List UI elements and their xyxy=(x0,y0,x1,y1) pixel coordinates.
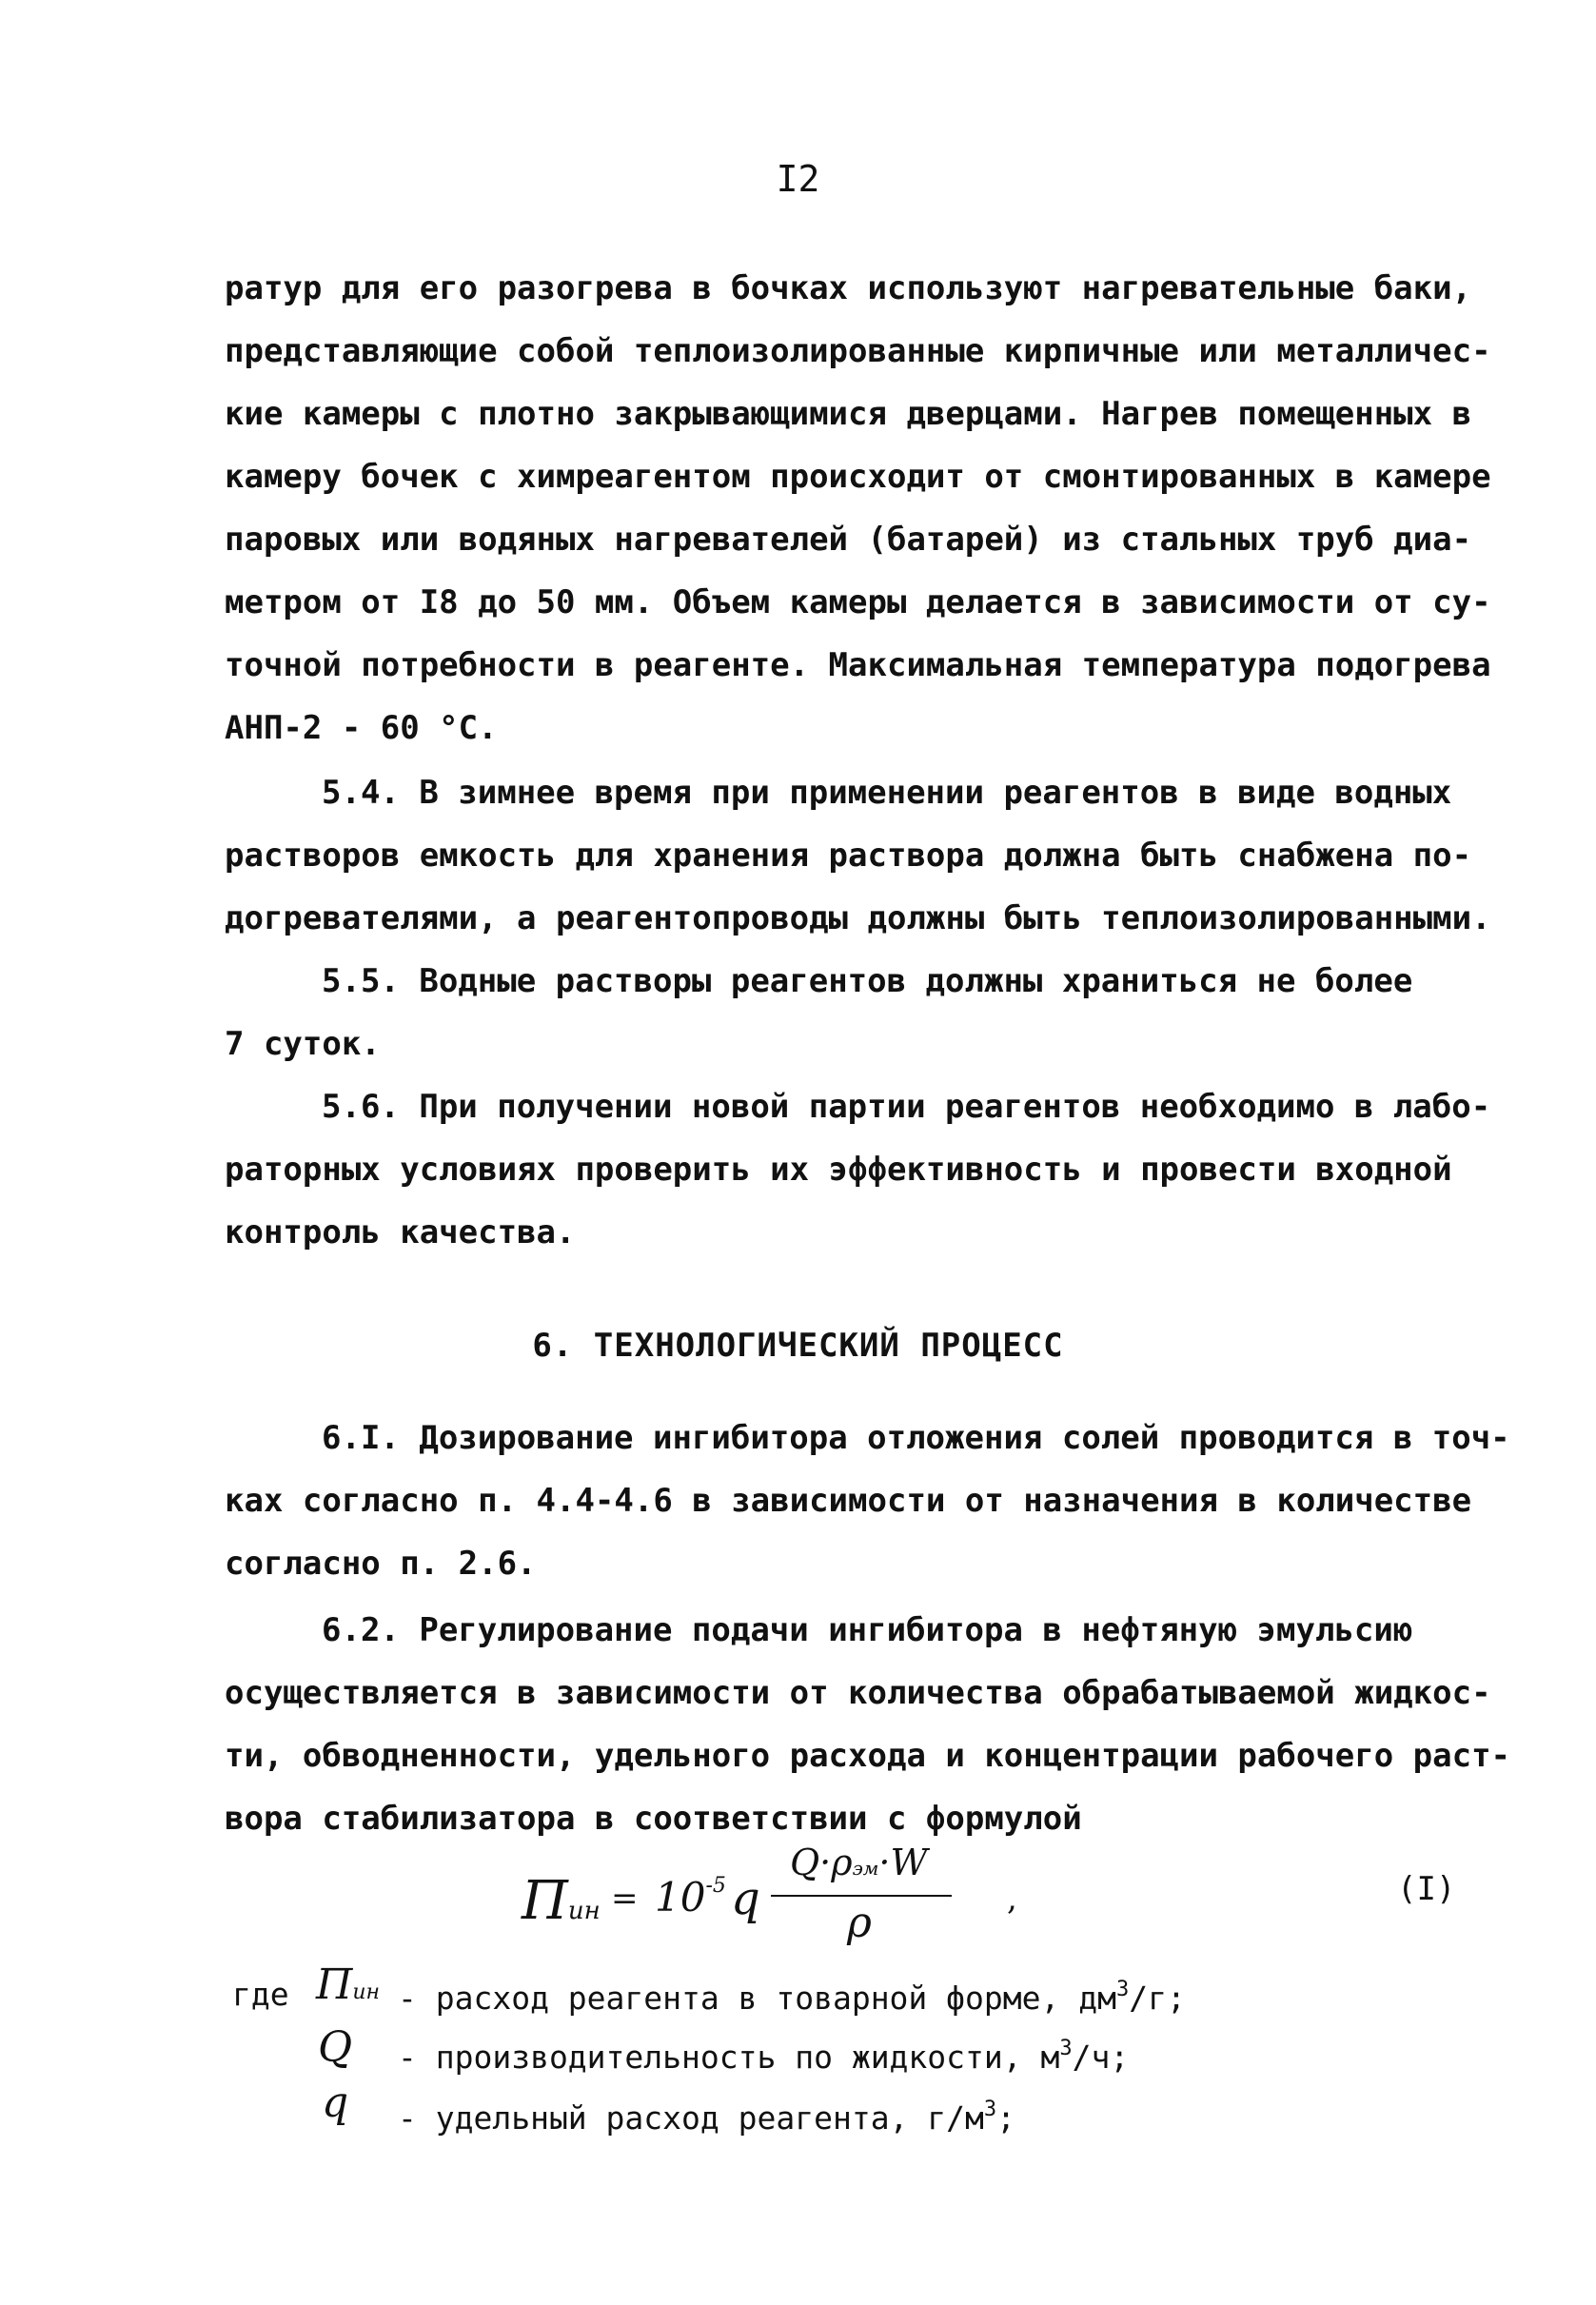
definition-symbol: Q xyxy=(318,2023,353,2072)
text-line: метром от I8 до 50 мм. Объем камеры делается в зависимости от су- xyxy=(225,583,1491,621)
formula-equals: = xyxy=(611,1880,639,1918)
formula-lhs: Пин xyxy=(522,1870,601,1932)
text-line: камеру бочек с химреагентом происходит от смонтированных в камере xyxy=(225,458,1491,496)
text-line: кие камеры с плотно закрывающимися дверцами. Нагрев помещенных в xyxy=(225,395,1472,433)
formula-number: (I) xyxy=(1397,1870,1456,1908)
definition-text: - производительность по жидкости, $м^3/ч$; xyxy=(398,2037,1130,2076)
text-line: раторных условиях проверить их эффективность и провести входной xyxy=(225,1151,1452,1189)
text-line: АНП-2 - 60 °С. xyxy=(225,709,498,747)
text-line: ках согласно п. 4.4-4.6 в зависимости от назначения в количестве xyxy=(225,1482,1472,1520)
text-line: догревателями, а реагентопроводы должны быть теплоизолированными. xyxy=(225,899,1491,937)
page-number: I2 xyxy=(776,158,820,200)
text-line: 5.6. При получении новой партии реагентов необходимо в лабо- xyxy=(322,1088,1491,1126)
definition-prefix: где xyxy=(232,1976,289,2013)
definition-symbol: q xyxy=(322,2078,349,2127)
text-line: 7 суток. xyxy=(225,1025,381,1063)
text-line: 5.5. Водные растворы реагентов должны храниться не более xyxy=(322,962,1413,1000)
text-line: осуществляется в зависимости от количества обрабатываемой жидкос- xyxy=(225,1674,1491,1712)
section-heading: 6. ТЕХНОЛОГИЧЕСКИЙ ПРОЦЕСС xyxy=(532,1327,1064,1365)
text-line: 6.2. Регулирование подачи ингибитора в нефтяную эмульсию xyxy=(322,1611,1413,1649)
text-line: контроль качества. xyxy=(225,1213,576,1251)
text-line: вора стабилизатора в соответствии с формулой xyxy=(225,1800,1082,1838)
text-line: точной потребности в реагенте. Максимальная температура подогрева xyxy=(225,646,1491,684)
text-line: паровых или водяных нагревателей (батарей) из стальных труб диа- xyxy=(225,521,1472,559)
text-line: растворов емкость для хранения раствора должна быть снабжена по- xyxy=(225,837,1472,875)
formula-numerator: Q·ρэм·W xyxy=(790,1842,928,1883)
text-line: 5.4. В зимнее время при применении реагентов в виде водных xyxy=(322,774,1452,812)
text-line: ратур для его разогрева в бочках используют нагревательные баки, xyxy=(225,269,1472,307)
definition-text: - расход реагента в товарной форме, $дм^3/г$; xyxy=(398,1978,1186,2017)
formula-q: q xyxy=(731,1872,760,1925)
definition-text: - удельный расход реагента, $г/м^3$; xyxy=(398,2098,1016,2137)
text-line: согласно п. 2.6. xyxy=(225,1545,537,1583)
text-line: ти, обводненности, удельного расхода и концентрации рабочего раст- xyxy=(225,1737,1511,1775)
formula xyxy=(522,1842,1016,1946)
formula-comma: , xyxy=(1007,1880,1017,1918)
text-line: представляющие собой теплоизолированные кирпичные или металличес- xyxy=(225,332,1491,370)
definition-symbol: Пин xyxy=(316,1960,381,2009)
fraction-bar xyxy=(771,1895,952,1897)
text-line: 6.I. Дозирование ингибитора отложения солей проводится в точ- xyxy=(322,1419,1510,1457)
formula-denominator: ρ xyxy=(847,1899,872,1947)
formula-coefficient: $10^{-5}$ xyxy=(655,1874,726,1921)
